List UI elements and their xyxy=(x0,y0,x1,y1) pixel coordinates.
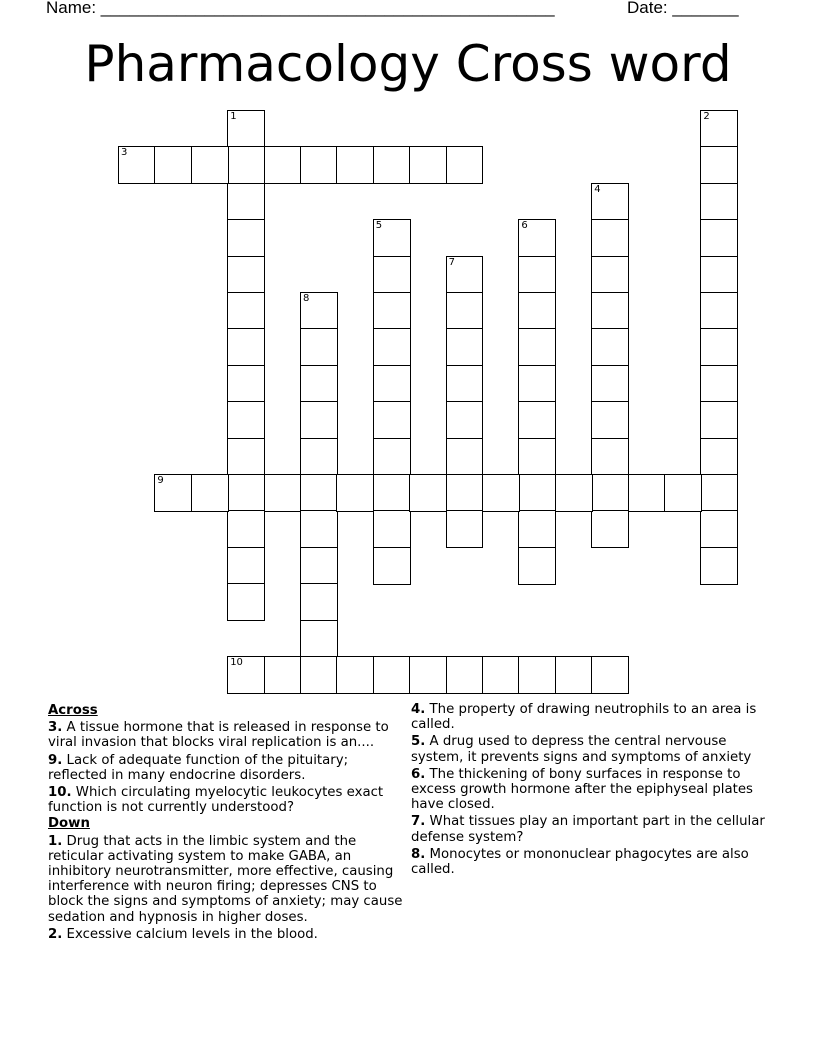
grid-cell[interactable] xyxy=(373,219,411,257)
cell-number: 2 xyxy=(703,111,710,122)
cell-number: 5 xyxy=(375,220,383,232)
grid-cell[interactable] xyxy=(700,146,738,184)
grid-cell[interactable] xyxy=(518,292,556,330)
grid-cell[interactable] xyxy=(373,656,411,694)
grid-cell[interactable] xyxy=(264,656,302,694)
across-clue xyxy=(48,720,404,750)
grid-cell[interactable] xyxy=(664,474,702,512)
grid-cell[interactable] xyxy=(191,474,229,512)
grid-cell[interactable] xyxy=(264,474,302,512)
grid-cell[interactable] xyxy=(446,292,484,330)
grid-cell[interactable] xyxy=(591,365,629,403)
grid-cell[interactable] xyxy=(154,146,192,184)
cell-number: 7 xyxy=(448,256,455,268)
grid-cell[interactable] xyxy=(300,328,338,366)
grid-cell[interactable] xyxy=(591,219,629,257)
clue-number: 10. xyxy=(48,785,72,801)
grid-cell[interactable] xyxy=(591,328,629,366)
grid-cell[interactable] xyxy=(227,547,265,585)
grid-cell[interactable] xyxy=(227,583,265,621)
grid-cell[interactable] xyxy=(518,510,556,548)
grid-cell[interactable] xyxy=(300,438,338,476)
cell-number: 10 xyxy=(230,657,243,668)
grid-cell[interactable] xyxy=(591,656,629,694)
clue-number: 7. xyxy=(411,814,426,830)
clues-left-column xyxy=(48,700,404,942)
grid-cell[interactable] xyxy=(227,110,265,148)
grid-cell[interactable] xyxy=(591,401,629,439)
cell-number: 3 xyxy=(121,147,128,159)
grid-cell[interactable] xyxy=(300,656,338,694)
grid-cell[interactable] xyxy=(700,256,738,294)
grid-cell[interactable] xyxy=(700,292,738,330)
grid-cell[interactable] xyxy=(446,510,484,548)
grid-cell[interactable] xyxy=(518,656,556,694)
grid-cell[interactable] xyxy=(518,474,556,512)
clue-number: 9. xyxy=(48,752,63,768)
grid-cell[interactable] xyxy=(555,656,593,694)
grid-cell[interactable] xyxy=(518,438,556,476)
clue-text: A tissue hormone that is released in response to viral invasion that blocks viral replication is an.... xyxy=(48,720,389,751)
grid-cell[interactable] xyxy=(591,438,629,476)
grid-cell[interactable] xyxy=(373,474,411,512)
grid-cell[interactable] xyxy=(700,401,738,439)
grid-cell[interactable] xyxy=(300,292,338,330)
clue-text: What tissues play an important part in the cellular defense system? xyxy=(411,814,765,845)
clue-text: Which circulating myelocytic leukocytes exact function is not currently understood? xyxy=(48,785,384,816)
grid-cell[interactable] xyxy=(227,401,265,439)
grid-cell[interactable] xyxy=(518,219,556,257)
clue-number: 3. xyxy=(48,720,63,736)
grid-cell[interactable] xyxy=(300,547,338,585)
grid-cell[interactable] xyxy=(628,474,666,512)
down-heading: Down xyxy=(48,816,90,832)
clue-text: A drug used to depress the central nervouse system, it prevents signs and symptoms of anxiety xyxy=(411,734,752,765)
grid-cell[interactable] xyxy=(446,656,484,694)
grid-cell[interactable] xyxy=(227,292,265,330)
grid-cell[interactable] xyxy=(154,474,192,512)
grid-cell[interactable] xyxy=(409,474,447,512)
grid-cell[interactable] xyxy=(373,401,411,439)
grid-cell[interactable] xyxy=(700,219,738,257)
grid-cell[interactable] xyxy=(227,256,265,294)
grid-cell[interactable] xyxy=(700,438,738,476)
name-field-label: Name: ________________________________________________ xyxy=(46,0,555,17)
across-clue xyxy=(48,785,404,815)
down-clue xyxy=(48,834,404,925)
grid-cell[interactable] xyxy=(373,365,411,403)
grid-cell[interactable] xyxy=(300,365,338,403)
grid-cell[interactable] xyxy=(227,510,265,548)
grid-cell[interactable] xyxy=(518,256,556,294)
down-clue xyxy=(48,927,404,942)
grid-cell[interactable] xyxy=(591,510,629,548)
grid-cell[interactable] xyxy=(518,365,556,403)
grid-cell[interactable] xyxy=(700,474,738,512)
grid-cell[interactable] xyxy=(700,328,738,366)
grid-cell[interactable] xyxy=(227,146,265,184)
grid-cell[interactable] xyxy=(518,547,556,585)
grid-cell[interactable] xyxy=(373,292,411,330)
grid-cell[interactable] xyxy=(700,110,738,148)
down-clue xyxy=(411,702,771,732)
grid-cell[interactable] xyxy=(518,401,556,439)
grid-cell[interactable] xyxy=(227,365,265,403)
grid-cell[interactable] xyxy=(300,401,338,439)
grid-cell[interactable] xyxy=(227,219,265,257)
down-clue xyxy=(411,847,771,877)
clue-number: 2. xyxy=(48,926,63,942)
cell-number: 6 xyxy=(521,220,528,232)
grid-cell[interactable] xyxy=(300,510,338,548)
grid-cell[interactable] xyxy=(336,656,374,694)
grid-cell[interactable] xyxy=(300,146,338,184)
clue-text: Lack of adequate function of the pituitary; reflected in many endocrine disorders. xyxy=(48,752,349,783)
grid-cell[interactable] xyxy=(518,328,556,366)
grid-cell[interactable] xyxy=(227,328,265,366)
grid-cell[interactable] xyxy=(227,656,265,694)
grid-cell[interactable] xyxy=(700,510,738,548)
grid-cell[interactable] xyxy=(373,510,411,548)
grid-cell[interactable] xyxy=(591,474,629,512)
clue-number: 4. xyxy=(411,702,426,717)
clue-text: Drug that acts in the limbic system and the reticular activating system to make GABA, an inhibitory neurotransmitter, more effective, causing interference with neuron firing; depresses CNS to block the signs and symptoms of anxiety; may cause sedation and hypnosis in higher doses. xyxy=(48,833,403,925)
grid-cell[interactable] xyxy=(227,474,265,512)
grid-cell[interactable] xyxy=(373,547,411,585)
down-clue xyxy=(411,767,771,813)
grid-cell[interactable] xyxy=(373,328,411,366)
clue-text: Excessive calcium levels in the blood. xyxy=(66,926,318,942)
across-clue xyxy=(48,753,404,783)
grid-cell[interactable] xyxy=(264,146,302,184)
grid-cell[interactable] xyxy=(591,183,629,221)
cell-number: 9 xyxy=(157,475,164,486)
clue-number: 1. xyxy=(48,833,63,849)
grid-cell[interactable] xyxy=(300,474,338,512)
grid-cell[interactable] xyxy=(373,146,411,184)
grid-cell[interactable] xyxy=(446,401,484,439)
clue-number: 6. xyxy=(411,766,426,782)
cell-number: 1 xyxy=(230,111,237,122)
grid-cell[interactable] xyxy=(591,256,629,294)
grid-cell[interactable] xyxy=(409,656,447,694)
grid-cell[interactable] xyxy=(446,328,484,366)
grid-cell[interactable] xyxy=(300,620,338,658)
grid-cell[interactable] xyxy=(409,146,447,184)
grid-cell[interactable] xyxy=(446,256,484,294)
grid-cell[interactable] xyxy=(446,474,484,512)
cell-number: 4 xyxy=(594,183,601,195)
grid-cell[interactable] xyxy=(446,438,484,476)
cell-number: 8 xyxy=(303,293,310,304)
grid-cell[interactable] xyxy=(446,146,484,184)
down-clue xyxy=(411,734,771,764)
grid-cell[interactable] xyxy=(446,365,484,403)
grid-cell[interactable] xyxy=(591,292,629,330)
grid-cell[interactable] xyxy=(191,146,229,184)
grid-cell[interactable] xyxy=(227,183,265,221)
clue-text: The property of drawing neutrophils to an area is called. xyxy=(411,702,757,733)
clue-text: Monocytes or mononuclear phagocytes are also called. xyxy=(411,846,749,878)
page-title: Pharmacology Cross word xyxy=(84,35,732,93)
across-heading: Across xyxy=(48,703,98,718)
date-field-label: Date: _______ xyxy=(627,0,739,17)
grid-cell[interactable] xyxy=(373,256,411,294)
grid-cell[interactable] xyxy=(482,656,520,694)
clue-text: The thickening of bony surfaces in response to excess growth hormone after the epiphyseal plates have closed. xyxy=(411,766,753,813)
grid-cell[interactable] xyxy=(555,474,593,512)
grid-cell[interactable] xyxy=(118,146,156,184)
grid-cell[interactable] xyxy=(300,583,338,621)
grid-cell[interactable] xyxy=(700,183,738,221)
down-clue xyxy=(411,814,771,844)
clue-number: 5. xyxy=(411,734,426,750)
grid-cell[interactable] xyxy=(336,474,374,512)
grid-cell[interactable] xyxy=(700,365,738,403)
grid-cell[interactable] xyxy=(336,146,374,184)
clues-right-column xyxy=(411,700,771,877)
clue-number: 8. xyxy=(411,846,426,862)
grid-cell[interactable] xyxy=(700,547,738,585)
grid-cell[interactable] xyxy=(373,438,411,476)
grid-cell[interactable] xyxy=(227,438,265,476)
grid-cell[interactable] xyxy=(482,474,520,512)
